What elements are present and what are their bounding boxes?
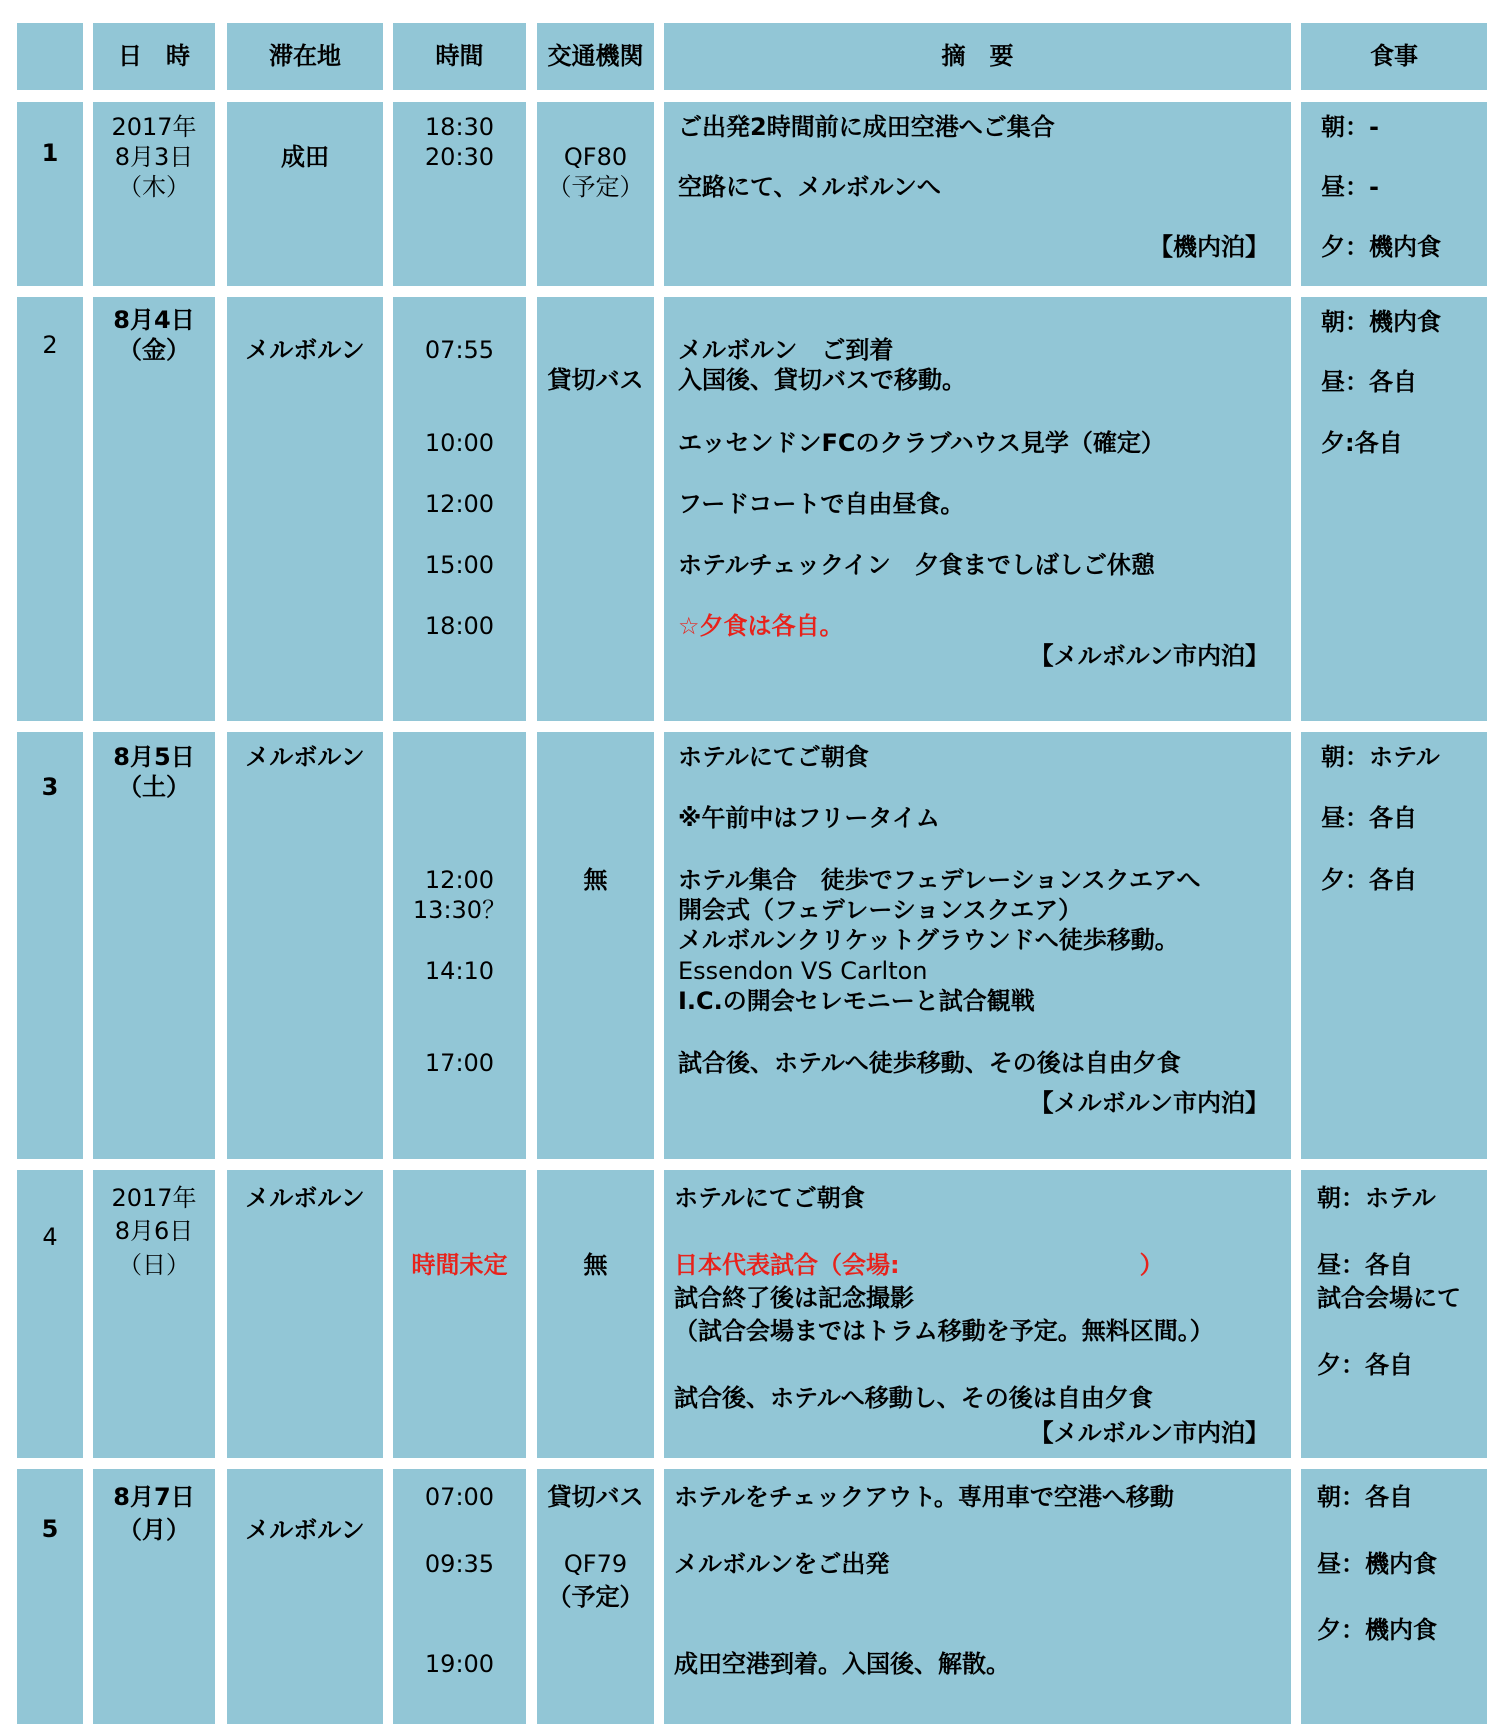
- day3-stay: メルボルン: [245, 743, 365, 771]
- day1-date-year: 2017年: [111, 113, 197, 141]
- day1-date-cell: [93, 102, 215, 286]
- day2-summary-cell: [664, 297, 1291, 721]
- day3-no-cell: [17, 732, 83, 1159]
- day4-summary-2: 日本代表試合（会場: ）: [674, 1251, 1164, 1279]
- header-time: 時間: [435, 42, 484, 70]
- day3-time-1: 12:00: [424, 866, 495, 894]
- day3-date-day: 8月5日: [113, 743, 195, 771]
- day1-summary-1: ご出発2時間前に成田空港へご集合: [678, 113, 1055, 141]
- day5-stay: メルボルン: [245, 1516, 365, 1544]
- header-date: 日 時: [118, 42, 190, 70]
- day3-date-weekday: （土）: [118, 773, 190, 801]
- header-summary: 摘 要: [941, 42, 1014, 70]
- day4-meal-lunch: 昼：各自: [1317, 1251, 1413, 1279]
- day1-transport-cell: [537, 102, 654, 286]
- day5-meal-breakfast: 朝：各自: [1317, 1483, 1413, 1511]
- day5-meal-lunch: 昼：機内食: [1317, 1550, 1437, 1578]
- day4-meals-cell: [1301, 1170, 1487, 1458]
- day2-lodging: 【メルボルン市内泊】: [1029, 642, 1269, 670]
- day5-date-day: 8月7日: [113, 1483, 195, 1511]
- day2-summary-1: メルボルン ご到着: [678, 336, 894, 364]
- day4-stay: メルボルン: [245, 1184, 365, 1212]
- day1-stay-cell: [227, 102, 383, 286]
- day3-transport-cell: [537, 732, 654, 1159]
- day2-summary-5: ホテルチェックイン 夕食までしばしご休憩: [678, 551, 1155, 579]
- day5-meal-dinner: 夕：機内食: [1317, 1616, 1437, 1644]
- day1-lodging: 【機内泊】: [1149, 233, 1269, 261]
- day1-meal-lunch: 昼：-: [1321, 173, 1379, 201]
- header-date-cell: [93, 23, 215, 90]
- day2-stay: メルボルン: [245, 336, 365, 364]
- day5-time-3: 19:00: [424, 1650, 495, 1678]
- day3-summary-2: ※午前中はフリータイム: [678, 804, 940, 832]
- header-transport: 交通機関: [547, 42, 644, 70]
- header-no-cell: [17, 23, 83, 90]
- header-meals-cell: [1301, 23, 1487, 90]
- day1-flight: QF80: [563, 143, 628, 171]
- day3-summary-6: Essendon VS Carlton: [678, 957, 928, 985]
- day4-time: 時間未定: [411, 1251, 508, 1279]
- day4-summary-5: 試合後、ホテルへ移動し、その後は自由夕食: [674, 1384, 1153, 1412]
- day5-summary-cell: [664, 1469, 1291, 1724]
- day2-meal-dinner: 夕:各自: [1321, 429, 1403, 457]
- day2-time-2: 10:00: [424, 429, 495, 457]
- day3-summary-4: 開会式（フェデレーションスクエア）: [678, 896, 1083, 924]
- day3-meal-breakfast: 朝：ホテル: [1321, 743, 1440, 771]
- day2-date-weekday: （金）: [118, 336, 190, 364]
- day3-time-2: 13:30？: [412, 896, 507, 924]
- day5-no-cell: [17, 1469, 83, 1724]
- day3-summary-7: I.C.の開会セレモニーと試合観戦: [678, 987, 1035, 1015]
- day4-date-year: 2017年: [111, 1184, 197, 1212]
- day4-no-cell: [17, 1170, 83, 1458]
- header-time-cell: [393, 23, 526, 90]
- header-transport-cell: [537, 23, 654, 90]
- day5-flight-note: （予定）: [547, 1583, 644, 1611]
- day5-meals-cell: [1301, 1469, 1487, 1724]
- day4-meal-dinner: 夕：各自: [1317, 1351, 1413, 1379]
- day3-summary-5: メルボルンクリケットグラウンドへ徒歩移動。: [678, 926, 1179, 954]
- day2-date-day: 8月4日: [113, 306, 195, 334]
- day3-transport: 無: [583, 866, 608, 894]
- day5-transport-cell: [537, 1469, 654, 1724]
- day2-time-cell: [393, 297, 526, 721]
- day2-number: 2: [42, 331, 58, 359]
- day4-number: 4: [42, 1223, 58, 1251]
- day2-meals-cell: [1301, 297, 1487, 721]
- day3-meal-dinner: 夕：各自: [1321, 866, 1417, 894]
- day2-transport: 貸切バス: [547, 366, 644, 394]
- day5-time-2: 09:35: [424, 1550, 495, 1578]
- day5-date-cell: [93, 1469, 215, 1724]
- day5-summary-2: メルボルンをご出発: [674, 1550, 890, 1578]
- day3-meals-cell: [1301, 732, 1487, 1159]
- day2-date-cell: [93, 297, 215, 721]
- header-summary-cell: [664, 23, 1291, 90]
- day4-summary-cell: [664, 1170, 1291, 1458]
- day4-summary-1: ホテルにてご朝食: [674, 1184, 865, 1212]
- day3-summary-1: ホテルにてご朝食: [678, 743, 869, 771]
- day1-meals-cell: [1301, 102, 1487, 286]
- day2-time-1: 07:55: [424, 336, 495, 364]
- day2-summary-2: 入国後、貸切バスで移動。: [678, 366, 966, 394]
- day4-summary-3: 試合終了後は記念撮影: [674, 1284, 914, 1312]
- day2-summary-4: フードコートで自由昼食。: [678, 490, 965, 518]
- day4-transport: 無: [583, 1251, 608, 1279]
- day4-time-cell: [393, 1170, 526, 1458]
- header-stay-cell: [227, 23, 383, 90]
- day1-summary-cell: [664, 102, 1291, 286]
- day3-summary-8: 試合後、ホテルへ徒歩移動、その後は自由夕食: [678, 1049, 1181, 1077]
- day1-stay: 成田: [281, 143, 329, 171]
- day2-no-cell: [17, 297, 83, 721]
- day3-stay-cell: [227, 732, 383, 1159]
- day1-number: 1: [41, 139, 59, 167]
- day5-flight: QF79: [563, 1550, 628, 1578]
- day5-transport-bus: 貸切バス: [547, 1483, 644, 1511]
- day1-date-weekday: （木）: [118, 173, 190, 201]
- day3-summary-3: ホテル集合 徒歩でフェデレーションスクエアへ: [678, 866, 1201, 894]
- day5-number: 5: [41, 1515, 59, 1543]
- day2-time-3: 12:00: [424, 490, 495, 518]
- day4-date-weekday: （日）: [118, 1251, 190, 1279]
- day3-time-4: 17:00: [424, 1049, 495, 1077]
- day5-summary-1: ホテルをチェックアウト。専用車で空港へ移動: [674, 1483, 1174, 1511]
- day4-lodging: 【メルボルン市内泊】: [1029, 1419, 1269, 1447]
- day4-stay-cell: [227, 1170, 383, 1458]
- day5-date-weekday: （月）: [118, 1516, 190, 1544]
- day1-summary-2: 空路にて、メルボルンへ: [678, 173, 941, 201]
- day2-summary-6: ☆夕食は各自。: [678, 612, 844, 640]
- header-stay: 滞在地: [269, 42, 341, 70]
- day3-time-3: 14:10: [424, 957, 495, 985]
- day2-time-5: 18:00: [424, 612, 495, 640]
- day3-number: 3: [41, 773, 59, 801]
- day2-meal-breakfast: 朝：機内食: [1321, 308, 1441, 336]
- day3-meal-lunch: 昼：各自: [1321, 804, 1417, 832]
- day5-summary-3: 成田空港到着。入国後、解散。: [674, 1650, 1010, 1678]
- day5-time-cell: [393, 1469, 526, 1724]
- day3-summary-cell: [664, 732, 1291, 1159]
- day3-time-cell: [393, 732, 526, 1159]
- day2-transport-cell: [537, 297, 654, 721]
- day4-meal-lunch-note: 試合会場にて: [1317, 1284, 1461, 1312]
- day3-date-cell: [93, 732, 215, 1159]
- day1-meal-dinner: 夕：機内食: [1321, 233, 1441, 261]
- day4-transport-cell: [537, 1170, 654, 1458]
- day4-summary-4: （試合会場まではトラム移動を予定。無料区間。）: [674, 1317, 1214, 1345]
- day1-time-cell: [393, 102, 526, 286]
- day1-flight-note: （予定）: [547, 173, 644, 201]
- day1-no-cell: [17, 102, 83, 286]
- day4-date-day: 8月6日: [114, 1217, 194, 1245]
- day2-stay-cell: [227, 297, 383, 721]
- day1-time-2: 20:30: [424, 143, 495, 171]
- day2-summary-3: エッセンドンFCのクラブハウス見学（確定）: [678, 429, 1165, 457]
- day3-lodging: 【メルボルン市内泊】: [1029, 1089, 1269, 1117]
- day2-time-4: 15:00: [424, 551, 495, 579]
- day1-meal-breakfast: 朝：-: [1321, 113, 1379, 141]
- day2-meal-lunch: 昼：各自: [1321, 368, 1417, 396]
- day4-meal-breakfast: 朝：ホテル: [1317, 1184, 1436, 1212]
- day1-time-1: 18:30: [424, 113, 495, 141]
- day4-date-cell: [93, 1170, 215, 1458]
- header-meals: 食事: [1370, 42, 1418, 70]
- day5-stay-cell: [227, 1469, 383, 1724]
- day1-date-day: 8月3日: [114, 143, 194, 171]
- day5-time-1: 07:00: [424, 1483, 495, 1511]
